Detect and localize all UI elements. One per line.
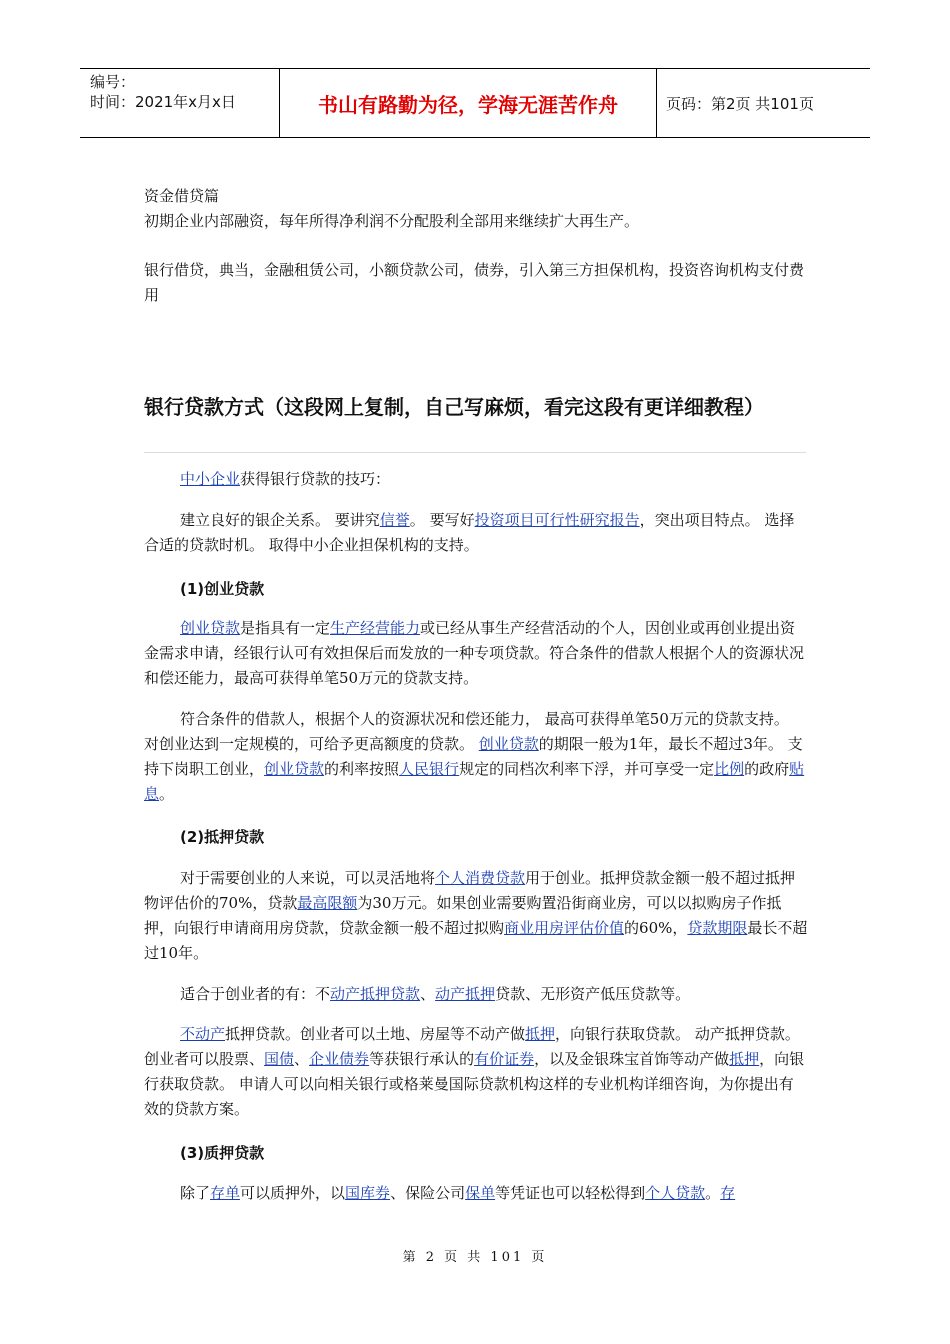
text-run: 获得银行贷款的技巧： bbox=[240, 470, 391, 488]
subheading-mortgage-loan: (2)抵押贷款 bbox=[180, 828, 265, 846]
hyperlink[interactable]: 人民银行 bbox=[399, 760, 460, 778]
text-run: 贷款、无形资产低压贷款等。 bbox=[495, 985, 691, 1003]
hyperlink[interactable]: 动产抵押贷款 bbox=[330, 985, 421, 1003]
text-run: 。 bbox=[159, 785, 175, 803]
hyperlink[interactable]: 抵押 bbox=[729, 1050, 760, 1068]
date-label: 时间：2021年x月x日 bbox=[90, 93, 236, 111]
paragraph-startup-2 bbox=[144, 707, 808, 807]
intro-title: 资金借贷篇 bbox=[144, 187, 220, 205]
text-run: ，向银行获取贷款。 动产抵押贷款。创业者可以股票、 bbox=[144, 1025, 800, 1068]
hyperlink[interactable]: 商业用房评估价值 bbox=[504, 919, 625, 937]
text-run: 的期限一般为1年，最长不超过3年。 支持下岗职工创业， bbox=[144, 735, 803, 778]
text-run: 最长不超过10年。 bbox=[144, 919, 808, 962]
hyperlink[interactable]: 保单 bbox=[465, 1184, 496, 1202]
text-run: 等获银行承认的 bbox=[369, 1050, 475, 1068]
text-run: 、保险公司 bbox=[390, 1184, 466, 1202]
paragraph-pledge bbox=[144, 1181, 808, 1206]
text-run: 。 要写好 bbox=[409, 511, 475, 529]
subheading-startup-loan: (1)创业贷款 bbox=[180, 580, 265, 598]
hyperlink[interactable]: 国库券 bbox=[345, 1184, 391, 1202]
hyperlink[interactable]: 存 bbox=[720, 1184, 736, 1202]
text-run: 或已经从事生产经营活动的个人，因创业或再创业提出资金需求申请，经银行认可有效担保后而发放的一种专项贷款。符合条件的借款人根据个人的资源状况和偿还能力，最高可获得单笔50万元的贷款支持。 bbox=[144, 619, 805, 687]
hyperlink[interactable]: 创业贷款 bbox=[264, 760, 325, 778]
text-run: 抵押贷款。创业者可以土地、房屋等不动产做 bbox=[225, 1025, 526, 1043]
page-header bbox=[80, 68, 870, 138]
hyperlink[interactable]: 生产经营能力 bbox=[330, 619, 421, 637]
text-run: 等凭证也可以轻松得到 bbox=[495, 1184, 646, 1202]
hyperlink[interactable]: 存单 bbox=[210, 1184, 241, 1202]
text-run: 符合条件的借款人，根据个人的资源状况和偿还能力， 最高可获得单笔50万元的贷款支持。 对创业达到一定规模的，可给予更高额度的贷款。 bbox=[144, 710, 789, 753]
hyperlink[interactable]: 创业贷款 bbox=[478, 735, 539, 753]
paragraph-mortgage-2 bbox=[144, 982, 808, 1007]
text-run: 的利率按照 bbox=[324, 760, 400, 778]
text-run: 为30万元。如果创业需要购置沿街商业房，可以以拟购房子作抵押，向银行申请商用房贷款，贷款金额一般不超过拟购 bbox=[144, 894, 782, 937]
paragraph-mortgage-1 bbox=[144, 866, 808, 966]
hyperlink[interactable]: 信誉 bbox=[379, 511, 410, 529]
hyperlink[interactable]: 贴息 bbox=[144, 760, 805, 803]
text-run: 的60%， bbox=[624, 919, 688, 937]
paragraph-mortgage-3 bbox=[144, 1022, 808, 1122]
hyperlink[interactable]: 贷款期限 bbox=[687, 919, 748, 937]
text-run: 规定的同档次利率下浮，并可享受一定 bbox=[459, 760, 715, 778]
hyperlink[interactable]: 有价证券 bbox=[474, 1050, 535, 1068]
hyperlink[interactable]: 最高限额 bbox=[297, 894, 358, 912]
text-run: 可以质押外，以 bbox=[240, 1184, 346, 1202]
intro-paragraph-1: 初期企业内部融资，每年所得净利润不分配股利全部用来继续扩大再生产。 bbox=[144, 212, 640, 230]
paragraph-relations bbox=[144, 508, 808, 558]
text-run: 、 bbox=[294, 1050, 310, 1068]
text-run: ，向银行获取贷款。 申请人可以向相关银行或格莱曼国际贷款机构这样的专业机构详细咨询，为你提出有效的贷款方案。 bbox=[144, 1050, 805, 1118]
hyperlink[interactable]: 不动产 bbox=[180, 1025, 226, 1043]
hyperlink[interactable]: 中小企业 bbox=[180, 470, 241, 488]
hyperlink[interactable]: 个人贷款 bbox=[645, 1184, 706, 1202]
section-divider bbox=[144, 452, 806, 453]
header-page-label: 页码：第2页 共101页 bbox=[666, 94, 814, 113]
section-heading: 银行贷款方式（这段网上复制，自己写麻烦，看完这段有更详细教程） bbox=[144, 395, 764, 419]
text-run: ，突出项目特点。 选择合适的贷款时机。 取得中小企业担保机构的支持。 bbox=[144, 511, 795, 554]
hyperlink[interactable]: 动产抵押 bbox=[435, 985, 496, 1003]
text-run: 对于需要创业的人来说，可以灵活地将 bbox=[180, 869, 436, 887]
subheading-pledge-loan: (3)质押贷款 bbox=[180, 1144, 265, 1162]
text-run: 是指具有一定 bbox=[240, 619, 331, 637]
intro-block bbox=[144, 184, 808, 308]
text-run: 适合于创业者的有：不 bbox=[180, 985, 331, 1003]
hyperlink[interactable]: 抵押 bbox=[525, 1025, 556, 1043]
hyperlink[interactable]: 企业债券 bbox=[309, 1050, 370, 1068]
text-run: 用于创业。抵押贷款金额一般不超过抵押物评估价的70%，贷款 bbox=[144, 869, 796, 912]
text-run: 除了 bbox=[180, 1184, 211, 1202]
text-run: 。 bbox=[705, 1184, 721, 1202]
hyperlink[interactable]: 投资项目可行性研究报告 bbox=[474, 511, 640, 529]
header-motto: 书山有路勤为径，学海无涯苦作舟 bbox=[280, 69, 657, 137]
hyperlink[interactable]: 比例 bbox=[714, 760, 745, 778]
hyperlink[interactable]: 创业贷款 bbox=[180, 619, 241, 637]
text-run: 建立良好的银企关系。 要讲究 bbox=[180, 511, 380, 529]
text-run: 的政府 bbox=[744, 760, 790, 778]
hyperlink[interactable]: 国债 bbox=[264, 1050, 295, 1068]
text-run: ，以及金银珠宝首饰等动产做 bbox=[534, 1050, 730, 1068]
number-label: 编号： bbox=[90, 73, 136, 91]
intro-paragraph-2: 银行借贷，典当，金融租赁公司，小额贷款公司，债券，引入第三方担保机构，投资咨询机构支付费用 bbox=[144, 261, 805, 304]
hyperlink[interactable]: 个人消费贷款 bbox=[435, 869, 526, 887]
header-meta bbox=[80, 69, 280, 137]
paragraph-tips bbox=[144, 467, 808, 492]
text-run: 、 bbox=[420, 985, 436, 1003]
page-footer: 第 2 页 共 101 页 bbox=[402, 1250, 548, 1265]
paragraph-startup-1 bbox=[144, 616, 808, 691]
